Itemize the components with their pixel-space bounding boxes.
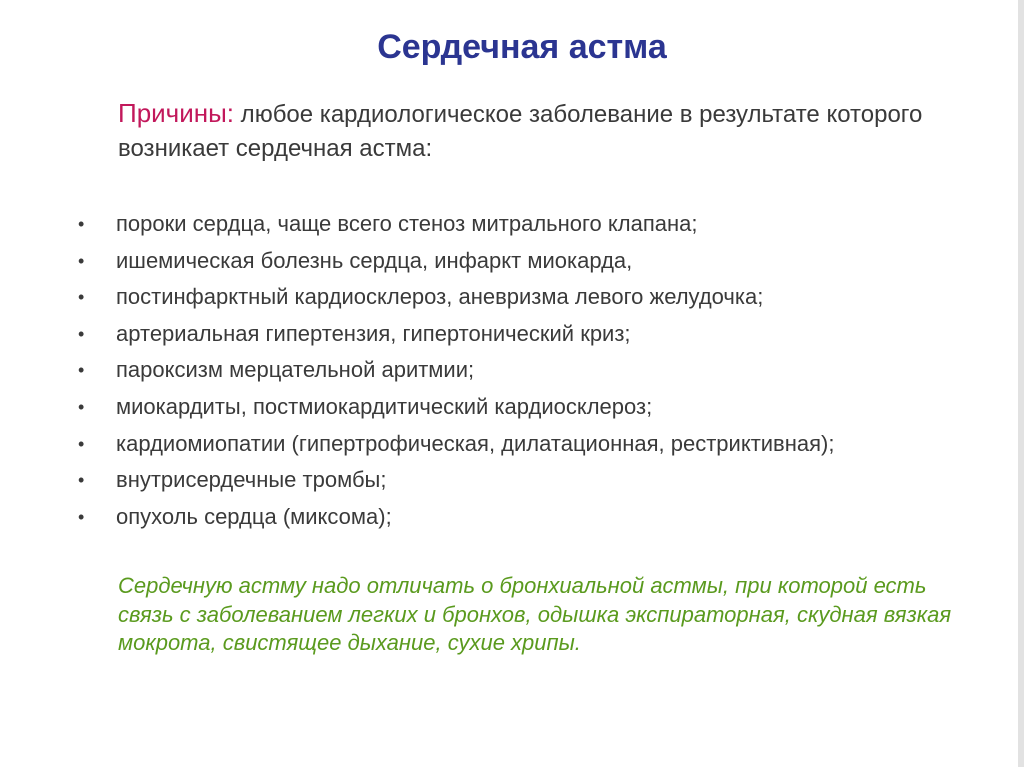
list-item-text: постинфарктный кардиосклероз, аневризма левого желудочка; <box>116 284 764 310</box>
causes-intro <box>118 96 988 166</box>
list-item <box>78 352 998 389</box>
list-item-text: ишемическая болезнь сердца, инфаркт миокарда, <box>116 247 633 273</box>
bullet-marker: • <box>78 323 85 344</box>
list-item <box>78 243 998 280</box>
causes-label: Причины: <box>118 98 235 128</box>
bullet-marker: • <box>78 433 85 454</box>
list-item-text: миокардиты, постмиокардитический кардиосклероз; <box>116 393 653 419</box>
causes-intro-text: любое кардиологическое заболевание в результате которого возникает сердечная астма: <box>118 101 923 162</box>
bullet-marker: • <box>78 250 85 271</box>
list-item <box>78 389 998 426</box>
list-item-text: артериальная гипертензия, гипертонический криз; <box>116 320 631 346</box>
bullet-marker: • <box>78 360 85 381</box>
bullet-marker: • <box>78 506 85 527</box>
bullet-marker: • <box>78 470 85 491</box>
causes-list <box>78 206 998 535</box>
list-item-text: кардиомиопатии (гипертрофическая, дилатационная, рестриктивная); <box>116 430 835 456</box>
slide-edge <box>1018 0 1024 767</box>
bullet-marker: • <box>78 396 85 417</box>
list-item <box>78 462 998 499</box>
list-item-text: внутрисердечные тромбы; <box>116 467 387 493</box>
list-item <box>78 279 998 316</box>
list-item-text: пороки сердца, чаще всего стеноз митрального клапана; <box>116 211 698 236</box>
differential-note: Сердечную астму надо отличать о бронхиальной астмы, при которой есть связь с заболеванием легких и бронхов, одышка экспираторная, скудная вязкая мокрота, свистящее дыхание, сухие хрипы. <box>118 573 952 655</box>
bullet-marker: • <box>78 214 85 234</box>
slide-title: Сердечная астма <box>377 28 667 66</box>
list-item <box>78 426 998 463</box>
list-item-text: опухоль сердца (миксома); <box>116 503 392 529</box>
list-item <box>78 316 998 353</box>
list-item <box>78 499 998 536</box>
list-item <box>78 206 998 243</box>
list-item-text: пароксизм мерцательной аритмии; <box>116 357 475 383</box>
bullet-marker: • <box>78 287 85 308</box>
